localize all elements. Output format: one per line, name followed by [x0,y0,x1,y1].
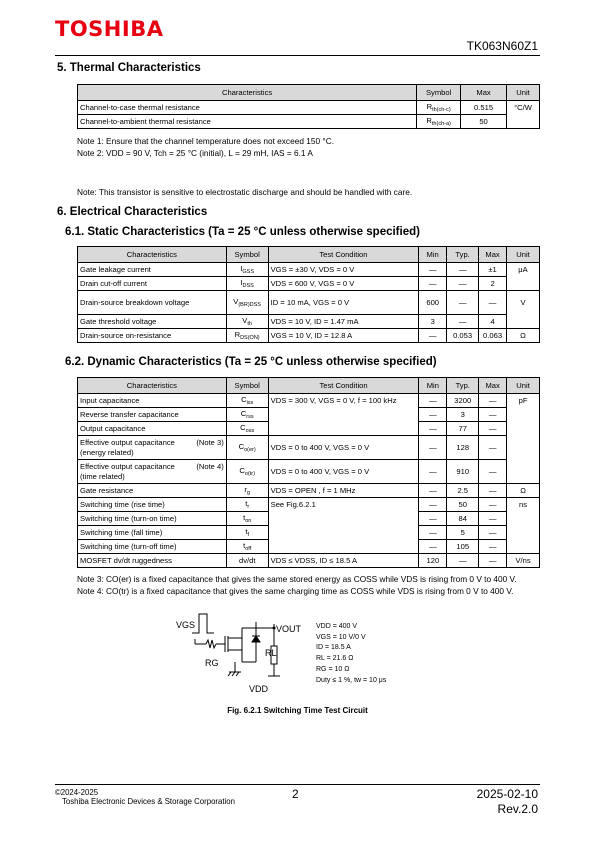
characteristic-cell: Switching time (turn-off time) [78,540,227,554]
typ-cell: 910 [447,460,479,484]
condition-cell [268,408,419,422]
characteristic-cell: Effective output capacitance (Note 4) (time related) [78,460,227,484]
characteristic-cell: Channel-to-case thermal resistance [78,101,417,115]
unit-cell: Ω [507,329,540,343]
max-cell: ±1 [479,263,507,277]
condition-line: VDD = 400 V [316,623,358,630]
table-row [78,263,540,277]
condition-cell: VDS = 0 to 400 V, VGS = 0 V [268,436,419,460]
unit-cell [507,526,540,540]
characteristic-cell: Drain-source breakdown voltage [78,291,227,315]
dynamic-title: 6.2. Dynamic Characteristics (Ta = 25 °C unless otherwise specified) [65,356,437,368]
note-2: Note 2: VDD = 90 V, Tch = 25 °C (initial), L = 29 mH, IAS = 6.1 A [77,148,313,158]
condition-cell: VDS = OPEN , f = 1 MHz [268,484,419,498]
symbol-cell: $t_r$ [226,498,268,512]
max-cell: — [479,460,507,484]
condition-cell: VDS = 600 V, VGS = 0 V [268,277,419,291]
max-cell: 4 [479,315,507,329]
revision: Rev.2.0 [497,802,538,816]
characteristic-cell: Gate resistance [78,484,227,498]
max-cell: — [479,512,507,526]
condition-cell [268,422,419,436]
condition-cell: VGS = ±30 V, VDS = 0 V [268,263,419,277]
min-cell: — [419,408,447,422]
characteristic-cell: Switching time (fall time) [78,526,227,540]
unit-cell: ns [507,498,540,512]
unit-cell [507,277,540,291]
condition-cell: VGS = 10 V, ID = 12.8 A [268,329,419,343]
min-cell: — [419,512,447,526]
min-cell: — [419,394,447,408]
typ-cell: 84 [447,512,479,526]
table-row [78,422,540,436]
typ-cell: 105 [447,540,479,554]
rl-label: RL [265,648,277,658]
header-cell: Min [419,378,447,394]
min-cell: — [419,277,447,291]
table-row [78,329,540,343]
header-cell: Unit [507,378,540,394]
typ-cell: — [447,277,479,291]
typ-cell: 50 [447,498,479,512]
max-cell: — [479,422,507,436]
company-name: Toshiba Electronic Devices & Storage Corporation [62,797,235,806]
characteristic-cell: Input capacitance [78,394,227,408]
typ-cell: 3200 [447,394,479,408]
static-title: 6.1. Static Characteristics (Ta = 25 °C unless otherwise specified) [65,226,420,238]
characteristic-cell: Switching time (rise time) [78,498,227,512]
header-cell: Typ. [447,378,479,394]
part-number: TK063N60Z1 [466,39,538,53]
condition-line: RG = 10 Ω [316,665,350,673]
unit-cell: °C/W [507,101,540,115]
condition-line: VGS = 10 V/0 V [316,633,366,641]
thermal-table [77,84,540,129]
table-row [78,277,540,291]
table-row [78,484,540,498]
max-cell: — [479,484,507,498]
characteristic-cell: Effective output capacitance (Note 3) (energy related) [78,436,227,460]
table-row [78,291,540,315]
symbol-cell: $R_{th(ch-c)}$ [417,101,461,115]
typ-cell: 128 [447,436,479,460]
symbol-cell: $V_{th}$ [226,315,268,329]
typ-cell: 5 [447,526,479,540]
unit-cell: Ω [507,484,540,498]
condition-cell [268,526,419,540]
unit-cell [507,315,540,329]
header-rule [55,55,540,56]
unit-cell [507,540,540,554]
unit-cell [507,408,540,422]
toshiba-logo: TOSHIBA [55,17,164,41]
vout-label: VOUT [276,624,302,634]
table-row [78,526,540,540]
header-cell: Symbol [226,247,268,263]
symbol-cell: $R_{DS(ON)}$ [226,329,268,343]
typ-cell: 77 [447,422,479,436]
condition-cell: ID = 10 mA, VGS = 0 V [268,291,419,315]
unit-cell [507,460,540,484]
header-cell: Symbol [417,85,461,101]
table-row [78,394,540,408]
max-cell: — [479,540,507,554]
dynamic-table [77,377,540,568]
condition-cell: VDS ≤ VDSS, ID ≤ 18.5 A [268,554,419,568]
characteristic-cell: Reverse transfer capacitance [78,408,227,422]
symbol-cell: $C_{iss}$ [226,394,268,408]
min-cell: — [419,540,447,554]
symbol-cell: $C_{rss}$ [226,408,268,422]
footer-rule [55,784,540,785]
max-cell: — [479,498,507,512]
symbol-cell: $I_{DSS}$ [226,277,268,291]
max-cell: — [479,408,507,422]
typ-cell: 2.5 [447,484,479,498]
header-cell: Characteristics [78,247,227,263]
test-conditions [316,622,386,686]
condition-cell [268,540,419,554]
max-cell: 0.515 [461,101,507,115]
condition-line: Duty ≤ 1 %, tw = 10 μs [316,676,387,684]
header-cell: Max [479,247,507,263]
table-row [78,408,540,422]
header-cell: Max [461,85,507,101]
max-cell: 50 [461,115,507,129]
unit-cell [507,422,540,436]
symbol-cell: $V_{(BR)DSS}$ [226,291,268,315]
min-cell: — [419,498,447,512]
min-cell: 120 [419,554,447,568]
table-row [78,115,540,129]
characteristic-cell: Channel-to-ambient thermal resistance [78,115,417,129]
condition-cell: VDS = 10 V, ID = 1.47 mA [268,315,419,329]
min-cell: — [419,329,447,343]
typ-cell: — [447,263,479,277]
note-3: Note 3: CO(er) is a fixed capacitance that gives the same stored energy as COSS while VDS is rising from 0 V to 400 V. [77,574,517,584]
header-cell: Symbol [226,378,268,394]
min-cell: — [419,263,447,277]
characteristic-cell: Gate leakage current [78,263,227,277]
symbol-cell: $t_f$ [226,526,268,540]
table-row [78,315,540,329]
max-cell: 0.063 [479,329,507,343]
rg-label: RG [205,658,219,668]
table-row [78,498,540,512]
header-cell: Min [419,247,447,263]
min-cell: — [419,422,447,436]
typ-cell: — [447,291,479,315]
symbol-cell: $C_{o(tr)}$ [226,460,268,484]
symbol-cell: $R_{th(ch-a)}$ [417,115,461,129]
vdd-label: VDD [249,684,269,694]
condition-line: ID = 18.5 A [316,644,351,652]
characteristic-cell: MOSFET dv/dt ruggedness [78,554,227,568]
condition-cell: VDS = 0 to 400 V, VGS = 0 V [268,460,419,484]
max-cell: — [479,436,507,460]
table-row [78,436,540,460]
characteristic-cell: Drain-source on-resistance [78,329,227,343]
table-row [78,554,540,568]
typ-cell: 3 [447,408,479,422]
min-cell: — [419,526,447,540]
vgs-label: VGS [176,620,196,630]
header-cell: Test Condition [268,378,419,394]
static-header-row [78,247,540,263]
symbol-cell: $r_g$ [226,484,268,498]
condition-cell: VDS = 300 V, VGS = 0 V, f = 100 kHz [268,394,419,408]
thermal-header-row [78,85,540,101]
symbol-cell: $C_{o(er)}$ [226,436,268,460]
unit-cell [507,512,540,526]
unit-cell [507,115,540,129]
section-6-title: 6. Electrical Characteristics [57,206,208,218]
table-row [78,540,540,554]
unit-cell [507,436,540,460]
page-number: 2 [292,787,299,801]
symbol-cell: dv/dt [226,554,268,568]
typ-cell: — [447,315,479,329]
max-cell: — [479,394,507,408]
min-cell: 3 [419,315,447,329]
header-cell: Characteristics [78,85,417,101]
min-cell: — [419,460,447,484]
characteristic-cell: Output capacitance [78,422,227,436]
symbol-cell: $I_{GSS}$ [226,263,268,277]
max-cell: — [479,554,507,568]
date: 2025-02-10 [476,787,538,801]
header-cell: Unit [507,247,540,263]
typ-cell: — [447,554,479,568]
min-cell: — [419,484,447,498]
min-cell: — [419,436,447,460]
min-cell: 600 [419,291,447,315]
unit-cell: V/ns [507,554,540,568]
dynamic-header-row [78,378,540,394]
note-1: Note 1: Ensure that the channel temperature does not exceed 150 °C. [77,136,334,146]
symbol-cell: $t_{off}$ [226,540,268,554]
figure-caption: Fig. 6.2.1 Switching Time Test Circuit [227,706,368,715]
esd-note: Note: This transistor is sensitive to electrostatic discharge and should be handled with care. [77,187,413,197]
header-cell: Test Condition [268,247,419,263]
copyright: ©2024-2025 [55,788,99,797]
condition-cell [268,512,419,526]
condition-line: RL = 21.6 Ω [316,655,354,663]
header-cell: Unit [507,85,540,101]
unit-cell: μA [507,263,540,277]
max-cell: — [479,291,507,315]
static-table [77,246,540,343]
characteristic-cell: Gate threshold voltage [78,315,227,329]
unit-cell: V [507,291,540,315]
header-cell: Max [479,378,507,394]
characteristic-cell: Switching time (turn-on time) [78,512,227,526]
section-5-title: 5. Thermal Characteristics [57,62,201,74]
header-cell: Typ. [447,247,479,263]
characteristic-cell: Drain cut-off current [78,277,227,291]
header-cell: Characteristics [78,378,227,394]
typ-cell: 0.053 [447,329,479,343]
max-cell: — [479,526,507,540]
table-row [78,512,540,526]
max-cell: 2 [479,277,507,291]
symbol-cell: $C_{oss}$ [226,422,268,436]
table-row [78,460,540,484]
symbol-cell: $t_{on}$ [226,512,268,526]
unit-cell: pF [507,394,540,408]
table-row [78,101,540,115]
note-4: Note 4: CO(tr) is a fixed capacitance that gives the same charging time as COSS while VDS is rising from 0 V to 400 V. [77,586,514,596]
condition-cell: See Fig.6.2.1 [268,498,419,512]
